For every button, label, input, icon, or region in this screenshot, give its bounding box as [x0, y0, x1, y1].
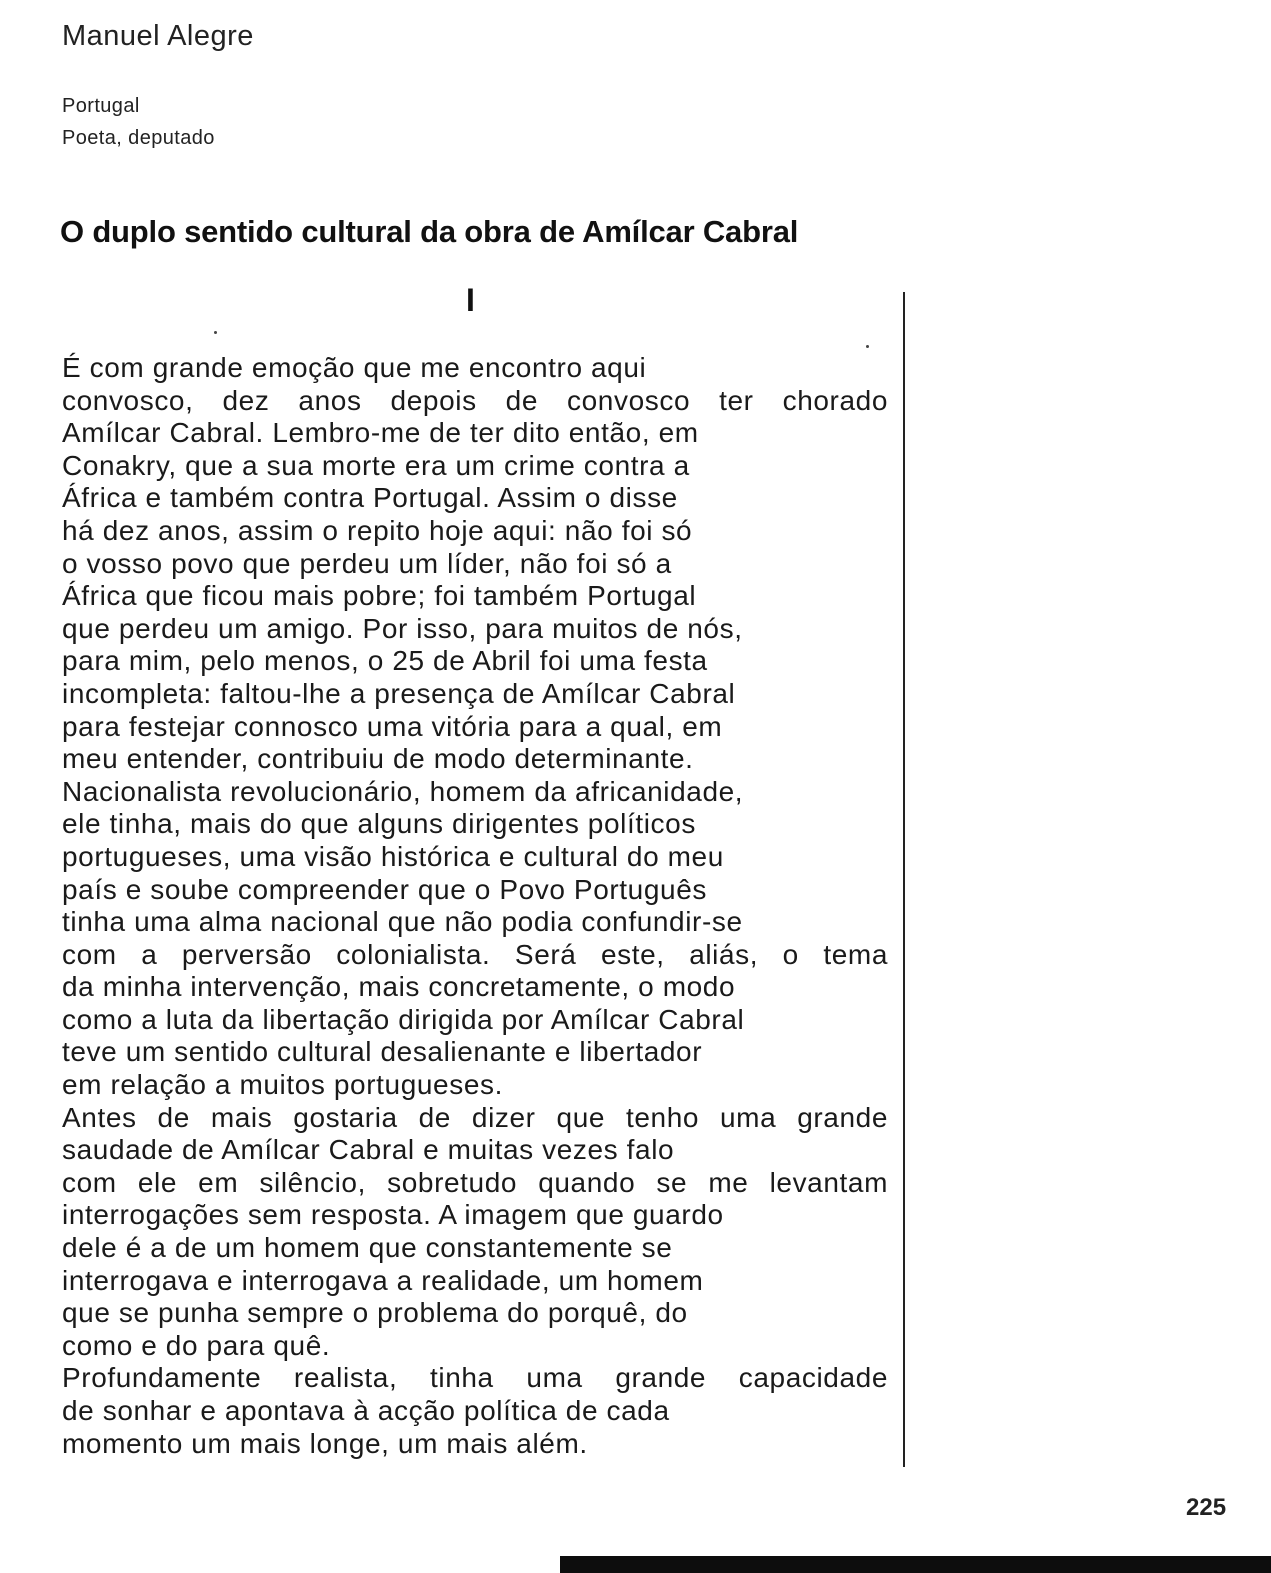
article-body: [62, 352, 888, 1460]
body-line: saudade de Amílcar Cabral e muitas vezes falo: [62, 1134, 675, 1166]
body-line: momento um mais longe, um mais além.: [62, 1427, 588, 1459]
body-line: portugueses, uma visão histórica e cultural do meu: [62, 840, 724, 872]
body-line: que perdeu um amigo. Por isso, para muitos de nós,: [62, 612, 743, 644]
body-line: Nacionalista revolucionário, homem da africanidade,: [62, 775, 744, 807]
body-line: meu entender, contribuiu de modo determinante.: [62, 743, 694, 775]
scan-speck: [866, 345, 869, 348]
body-line: como a luta da libertação dirigida por Amílcar Cabral: [62, 1003, 745, 1035]
body-line: Antes de mais gostaria de dizer que tenho uma grande: [62, 1101, 888, 1133]
author-name: Manuel Alegre: [62, 20, 254, 52]
body-line: tinha uma alma nacional que não podia confundir-se: [62, 906, 743, 938]
body-line: para mim, pelo menos, o 25 de Abril foi uma festa: [62, 645, 708, 677]
scan-speck: [214, 331, 217, 334]
article-title: O duplo sentido cultural da obra de Amílcar Cabral: [60, 214, 799, 249]
author-meta: [62, 90, 215, 154]
body-line: interrogava e interrogava a realidade, um homem: [62, 1264, 704, 1296]
body-line: teve um sentido cultural desalienante e libertador: [62, 1036, 703, 1068]
body-line: Conakry, que a sua morte era um crime contra a: [62, 449, 690, 481]
body-line: com a perversão colonialista. Será este, aliás, o tema: [62, 938, 888, 970]
body-line: de sonhar e apontava à acção política de cada: [62, 1395, 670, 1426]
body-line: em relação a muitos portugueses.: [62, 1069, 503, 1101]
author-role: Poeta, deputado: [62, 127, 215, 149]
body-line: para festejar connosco uma vitória para a qual, em: [62, 710, 723, 742]
section-number: I: [466, 282, 475, 318]
body-line: África e também contra Portugal. Assim o disse: [62, 482, 678, 514]
body-line: É com grande emoção que me encontro aqui: [62, 352, 647, 383]
body-line: dele é a de um homem que constantemente se: [62, 1232, 673, 1264]
body-line: o vosso povo que perdeu um líder, não foi só a: [62, 547, 672, 579]
margin-rule: [903, 292, 905, 1467]
scan-shadow-edge: [560, 1556, 1271, 1573]
body-line: que se punha sempre o problema do porquê, do: [62, 1297, 688, 1329]
body-line: país e soube compreender que o Povo Português: [62, 873, 707, 905]
body-line: Profundamente realista, tinha uma grande capacidade: [62, 1362, 888, 1394]
page-number: 225: [1186, 1494, 1227, 1521]
body-line: ele tinha, mais do que alguns dirigentes políticos: [62, 808, 696, 840]
author-country: Portugal: [62, 95, 140, 117]
body-line: interrogações sem resposta. A imagem que guardo: [62, 1199, 724, 1231]
body-line: da minha intervenção, mais concretamente, o modo: [62, 971, 736, 1003]
body-line: como e do para quê.: [62, 1329, 331, 1361]
body-line: com ele em silêncio, sobretudo quando se me levantam: [62, 1166, 888, 1198]
body-line: África que ficou mais pobre; foi também Portugal: [62, 580, 697, 612]
body-line: há dez anos, assim o repito hoje aqui: não foi só: [62, 514, 693, 546]
body-line: convosco, dez anos depois de convosco ter chorado: [62, 384, 888, 416]
body-line: Amílcar Cabral. Lembro-me de ter dito então, em: [62, 417, 699, 449]
body-line: incompleta: faltou-lhe a presença de Amílcar Cabral: [62, 677, 736, 709]
